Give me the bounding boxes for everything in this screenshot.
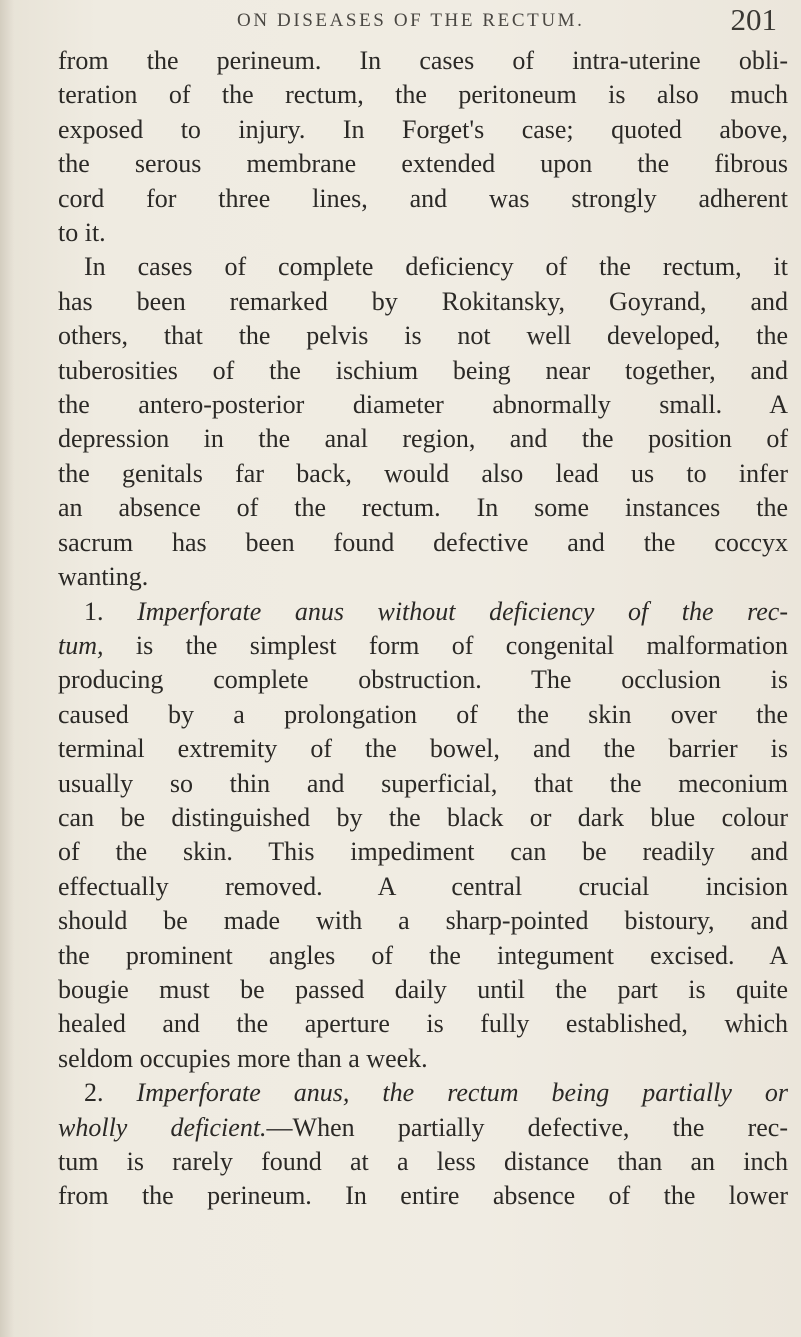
text-line: caused by a prolongation of the skin over the — [58, 699, 788, 729]
text-line: the prominent angles of the integument excised. A — [58, 940, 788, 970]
text-line: exposed to injury. In Forget's case; quoted above, — [58, 114, 788, 144]
text-line: has been remarked by Rokitansky, Goyrand, and — [58, 286, 788, 316]
item-title: Imperforate anus, the rectum being partially or — [136, 1078, 789, 1108]
paragraph-4 — [58, 1076, 788, 1214]
running-head — [0, 2, 801, 42]
text-line: from the perineum. In cases of intra-uterine obli- — [58, 46, 788, 75]
text-line: effectually removed. A central crucial incision — [58, 871, 788, 901]
text-span: is the simplest form of congenital malformation — [103, 630, 788, 660]
item-number: 2. — [84, 1078, 104, 1108]
text-line: usually so thin and superficial, that the meconium — [58, 768, 788, 798]
item-number: 1. — [84, 596, 104, 626]
paragraph-2 — [58, 250, 788, 594]
page-gutter-shadow — [0, 0, 14, 1337]
text-line: the antero-posterior diameter abnormally small. A — [58, 390, 788, 420]
text-line — [58, 629, 788, 663]
text-line: healed and the aperture is fully established, which — [58, 1009, 788, 1039]
text-line: producing complete obstruction. The occlusion is — [58, 665, 788, 695]
item-title-cont: tum, — [58, 630, 104, 660]
text-line: an absence of the rectum. In some instances the — [58, 493, 788, 523]
paragraph-3 — [58, 595, 788, 1077]
text-line-heading-1 — [58, 595, 788, 629]
text-line: In cases of complete deficiency of the rectum, it — [84, 252, 788, 282]
paragraph-1 — [58, 44, 788, 250]
text-line: depression in the anal region, and the position of — [58, 424, 788, 454]
body-text — [58, 44, 788, 1214]
text-line: the genitals far back, would also lead us to infer — [58, 458, 788, 488]
text-span: —When partially defective, the rec- — [266, 1112, 788, 1142]
text-line: the serous membrane extended upon the fibrous — [58, 149, 788, 179]
page-number: 201 — [730, 2, 777, 37]
text-line: should be made with a sharp-pointed bistoury, and — [58, 906, 788, 936]
text-line-heading-2 — [58, 1076, 788, 1110]
text-line: from the perineum. In entire absence of the lower — [58, 1181, 788, 1211]
item-title: Imperforate anus without deficiency of the rec- — [137, 596, 788, 626]
text-line: teration of the rectum, the peritoneum is also much — [58, 80, 788, 110]
item-title-cont: wholly deficient. — [58, 1112, 267, 1142]
text-line: of the skin. This impediment can be readily and — [58, 837, 788, 867]
text-line: sacrum has been found defective and the coccyx — [58, 527, 788, 557]
text-line: can be distinguished by the black or dark blue colour — [58, 802, 788, 832]
text-line: cord for three lines, and was strongly adherent — [58, 183, 788, 213]
text-line: to it. — [58, 218, 106, 248]
text-line: seldom occupies more than a week. — [58, 1043, 428, 1073]
text-line: others, that the pelvis is not well developed, the — [58, 321, 788, 351]
text-line: bougie must be passed daily until the part is quite — [58, 974, 788, 1004]
text-line: tuberosities of the ischium being near together, and — [58, 355, 788, 385]
text-line: terminal extremity of the bowel, and the barrier is — [58, 734, 788, 764]
text-line: tum is rarely found at a less distance than an inch — [58, 1147, 788, 1176]
text-line — [58, 1111, 788, 1145]
running-title: ON DISEASES OF THE RECTUM. — [237, 10, 585, 31]
text-line: wanting. — [58, 562, 149, 592]
